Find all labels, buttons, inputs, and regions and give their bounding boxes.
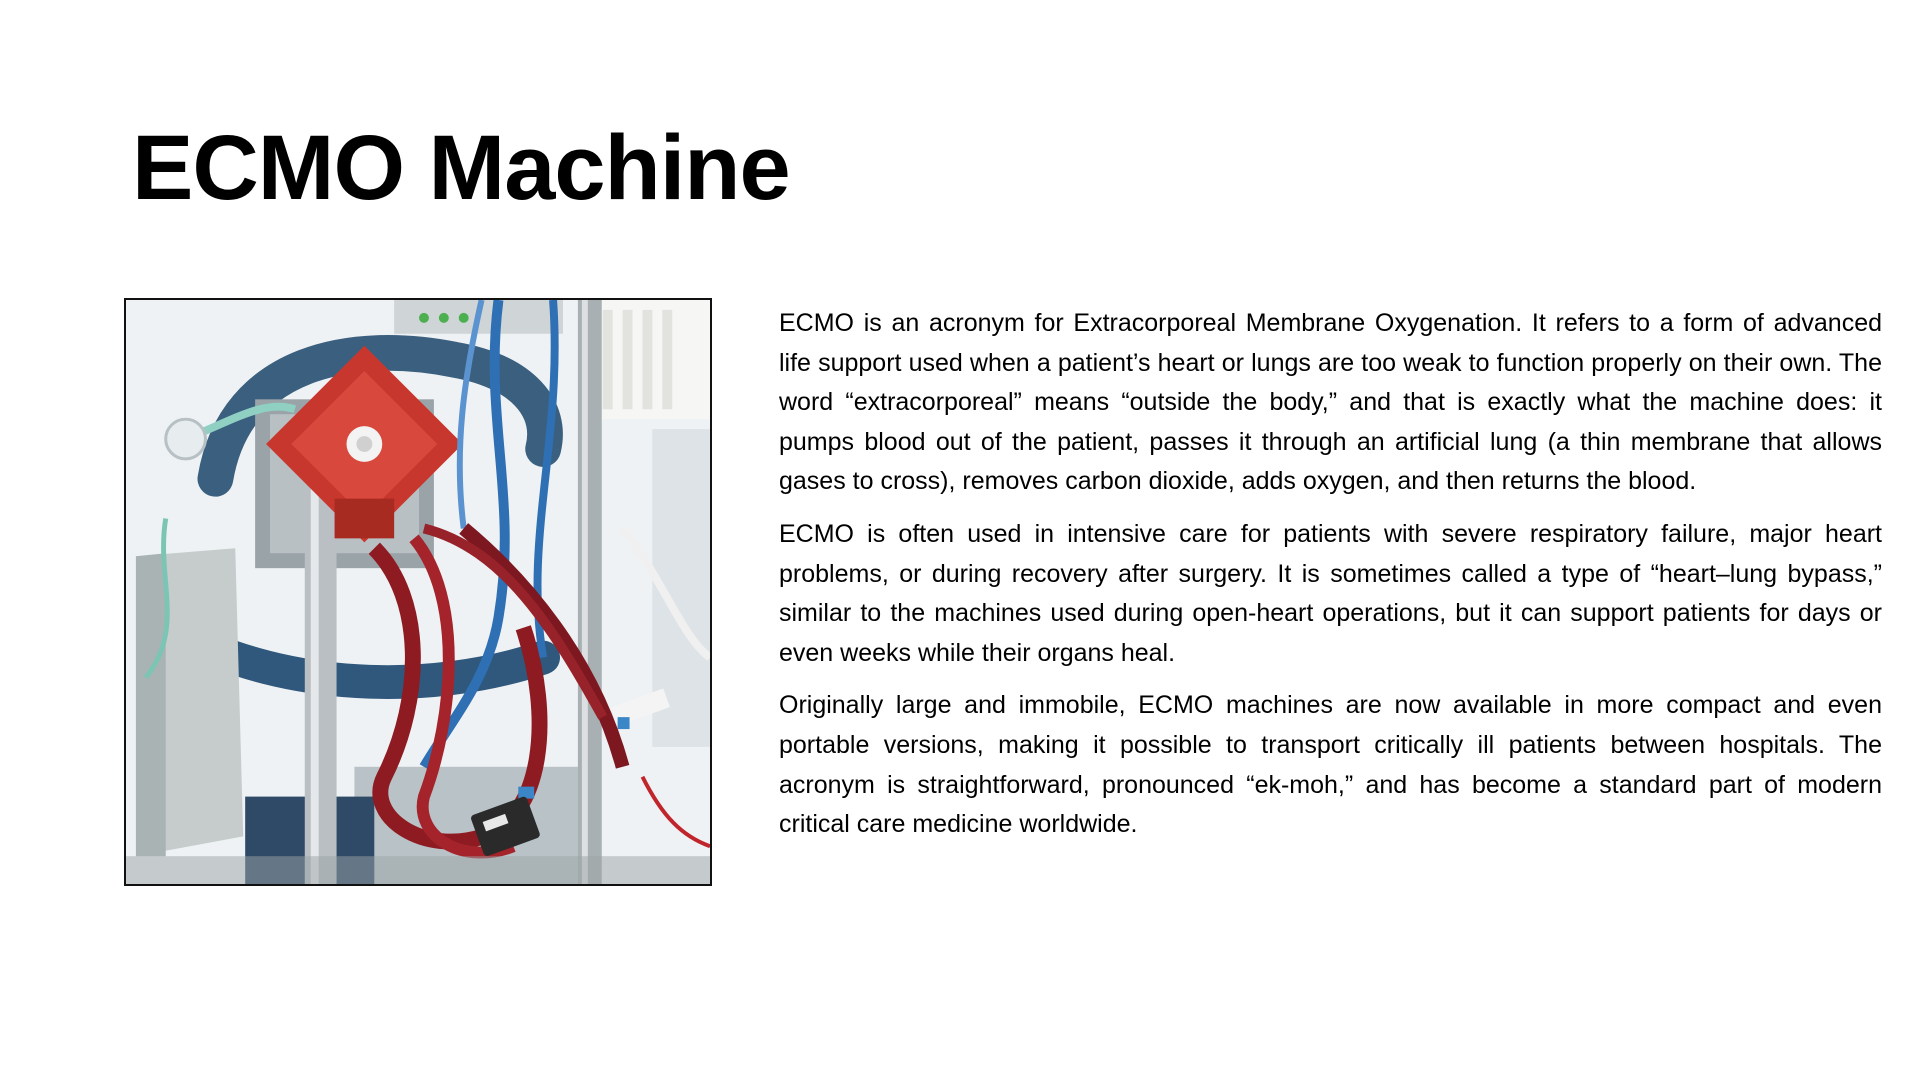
slide-title: ECMO Machine xyxy=(132,117,790,219)
ecmo-machine-illustration xyxy=(126,300,710,884)
paragraph-clinical-use: ECMO is often used in intensive care for patients with severe respiratory failure, major heart problems, or during recovery after surgery. It is sometimes called a type of “heart–lung bypass,” similar to the machines used during open-heart operations, but it can support patients for days or even weeks while their organs heal. xyxy=(779,519,1882,667)
paragraph-portability: Originally large and immobile, ECMO machines are now available in more compact and even portable versions, making it possible to transport critically ill patients between hospitals. The acronym is straightforward, pronounced “ek-moh,” and has become a standard part of modern critical care medicine worldwide. xyxy=(779,691,1882,839)
paragraph-definition: ECMO is an acronym for Extracorporeal Membrane Oxygenation. It refers to a form of advanced life support used when a patient’s heart or lungs are too weak to function properly on their own. The word “extracorporeal” means “outside the body,” and that is exactly what the machine does: it pumps blood out of the patient, passes it through an artificial lung (a thin membrane that allows gases to cross), removes carbon dioxide, adds oxygen, and then returns the blood. xyxy=(779,309,1882,496)
body-text xyxy=(779,304,1882,858)
ecmo-machine-photo xyxy=(124,298,712,886)
